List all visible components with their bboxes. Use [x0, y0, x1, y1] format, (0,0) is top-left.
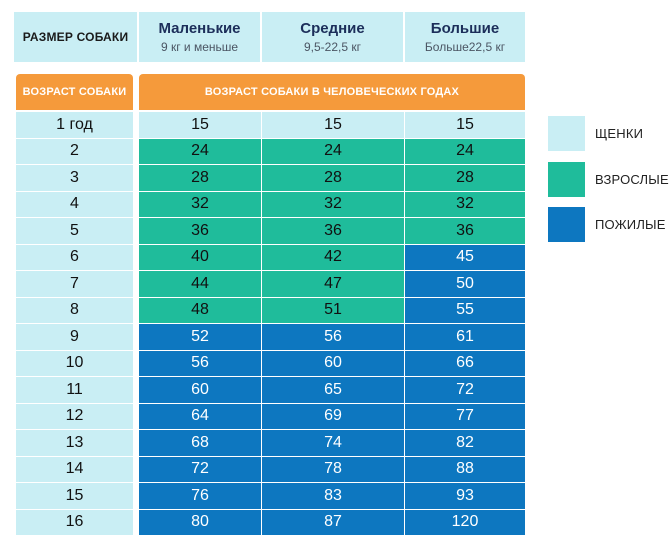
human-age-cell: 52 — [139, 324, 262, 351]
human-age-cell: 64 — [139, 404, 262, 431]
dog-age-cell: 9 — [16, 324, 133, 351]
dog-age-cell: 5 — [16, 218, 133, 245]
legend-item-puppy — [548, 116, 643, 151]
dog-age-cell: 4 — [16, 192, 133, 219]
table-row — [16, 324, 525, 351]
dog-age-cell: 8 — [16, 298, 133, 325]
legend-label: ВЗРОСЛЫЕ — [595, 172, 669, 187]
human-age-cell: 88 — [405, 457, 525, 484]
age-column-header: ВОЗРАСТ СОБАКИ — [16, 74, 133, 110]
table-row — [16, 112, 525, 139]
human-age-cell: 24 — [262, 139, 405, 166]
size-header-label-cell — [14, 12, 139, 62]
table-row — [16, 271, 525, 298]
dog-age-cell: 13 — [16, 430, 133, 457]
table-row — [16, 139, 525, 166]
dog-age-cell: 14 — [16, 457, 133, 484]
human-age-cell: 28 — [262, 165, 405, 192]
human-age-cell: 77 — [405, 404, 525, 431]
table-row — [16, 430, 525, 457]
human-age-cell: 83 — [262, 483, 405, 510]
human-age-cell: 32 — [139, 192, 262, 219]
human-age-cell: 40 — [139, 245, 262, 272]
human-age-cell: 55 — [405, 298, 525, 325]
table-row — [16, 218, 525, 245]
size-column-large — [405, 12, 525, 62]
human-age-cell: 24 — [139, 139, 262, 166]
human-age-cell: 15 — [405, 112, 525, 139]
legend-label: ПОЖИЛЫЕ — [595, 217, 666, 232]
human-age-cell: 76 — [139, 483, 262, 510]
dog-age-cell: 2 — [16, 139, 133, 166]
human-age-cell: 47 — [262, 271, 405, 298]
human-age-cell: 82 — [405, 430, 525, 457]
human-age-cell: 44 — [139, 271, 262, 298]
table-row — [16, 510, 525, 537]
human-age-cell: 42 — [262, 245, 405, 272]
dog-age-cell: 7 — [16, 271, 133, 298]
size-range: 9,5-22,5 кг — [304, 40, 361, 54]
human-age-cell: 51 — [262, 298, 405, 325]
table-row — [16, 404, 525, 431]
size-header-label: РАЗМЕР СОБАКИ — [22, 30, 129, 44]
dog-age-cell: 3 — [16, 165, 133, 192]
human-age-cell: 28 — [405, 165, 525, 192]
human-age-cell: 72 — [139, 457, 262, 484]
human-age-cell: 15 — [139, 112, 262, 139]
size-range: 9 кг и меньше — [160, 40, 239, 54]
human-age-cell: 32 — [405, 192, 525, 219]
human-age-cell: 78 — [262, 457, 405, 484]
human-age-cell: 87 — [262, 510, 405, 537]
human-age-cell: 60 — [262, 351, 405, 378]
dog-age-cell: 11 — [16, 377, 133, 404]
table-row — [16, 245, 525, 272]
human-age-cell: 45 — [405, 245, 525, 272]
dog-age-cell: 15 — [16, 483, 133, 510]
human-age-cell: 72 — [405, 377, 525, 404]
table-row — [16, 351, 525, 378]
human-age-cell: 66 — [405, 351, 525, 378]
human-age-cell: 50 — [405, 271, 525, 298]
size-name: Большие — [430, 20, 500, 37]
table-row — [16, 298, 525, 325]
dog-age-cell: 1 год — [16, 112, 133, 139]
human-age-cell: 36 — [262, 218, 405, 245]
human-age-column-header: ВОЗРАСТ СОБАКИ В ЧЕЛОВЕЧЕСКИХ ГОДАХ — [139, 74, 525, 110]
dog-age-cell: 16 — [16, 510, 133, 537]
legend-swatch — [548, 207, 585, 242]
table-row — [16, 165, 525, 192]
human-age-cell: 28 — [139, 165, 262, 192]
age-table — [16, 112, 525, 536]
table-row — [16, 377, 525, 404]
legend-label: ЩЕНКИ — [595, 126, 644, 141]
table-row — [16, 457, 525, 484]
human-age-cell: 24 — [405, 139, 525, 166]
human-age-cell: 68 — [139, 430, 262, 457]
table-row — [16, 483, 525, 510]
size-name: Маленькие — [158, 20, 241, 37]
human-age-cell: 15 — [262, 112, 405, 139]
human-age-cell: 69 — [262, 404, 405, 431]
human-age-cell: 74 — [262, 430, 405, 457]
human-age-cell: 60 — [139, 377, 262, 404]
table-row — [16, 192, 525, 219]
legend-item-adult — [548, 162, 669, 197]
human-age-cell: 56 — [139, 351, 262, 378]
human-age-cell: 80 — [139, 510, 262, 537]
human-age-cell: 61 — [405, 324, 525, 351]
legend-swatch — [548, 162, 585, 197]
human-age-cell: 36 — [405, 218, 525, 245]
human-age-cell: 93 — [405, 483, 525, 510]
human-age-cell: 56 — [262, 324, 405, 351]
legend-item-senior — [548, 207, 666, 242]
human-age-cell: 48 — [139, 298, 262, 325]
dog-age-cell: 12 — [16, 404, 133, 431]
size-range: Больше22,5 кг — [424, 40, 506, 54]
human-age-cell: 120 — [405, 510, 525, 537]
size-name: Средние — [300, 20, 365, 37]
human-age-cell: 65 — [262, 377, 405, 404]
size-header-row — [14, 12, 525, 62]
human-age-cell: 32 — [262, 192, 405, 219]
dog-age-cell: 10 — [16, 351, 133, 378]
size-column-medium — [262, 12, 405, 62]
size-column-small — [139, 12, 262, 62]
dog-age-cell: 6 — [16, 245, 133, 272]
human-age-cell: 36 — [139, 218, 262, 245]
legend-swatch — [548, 116, 585, 151]
